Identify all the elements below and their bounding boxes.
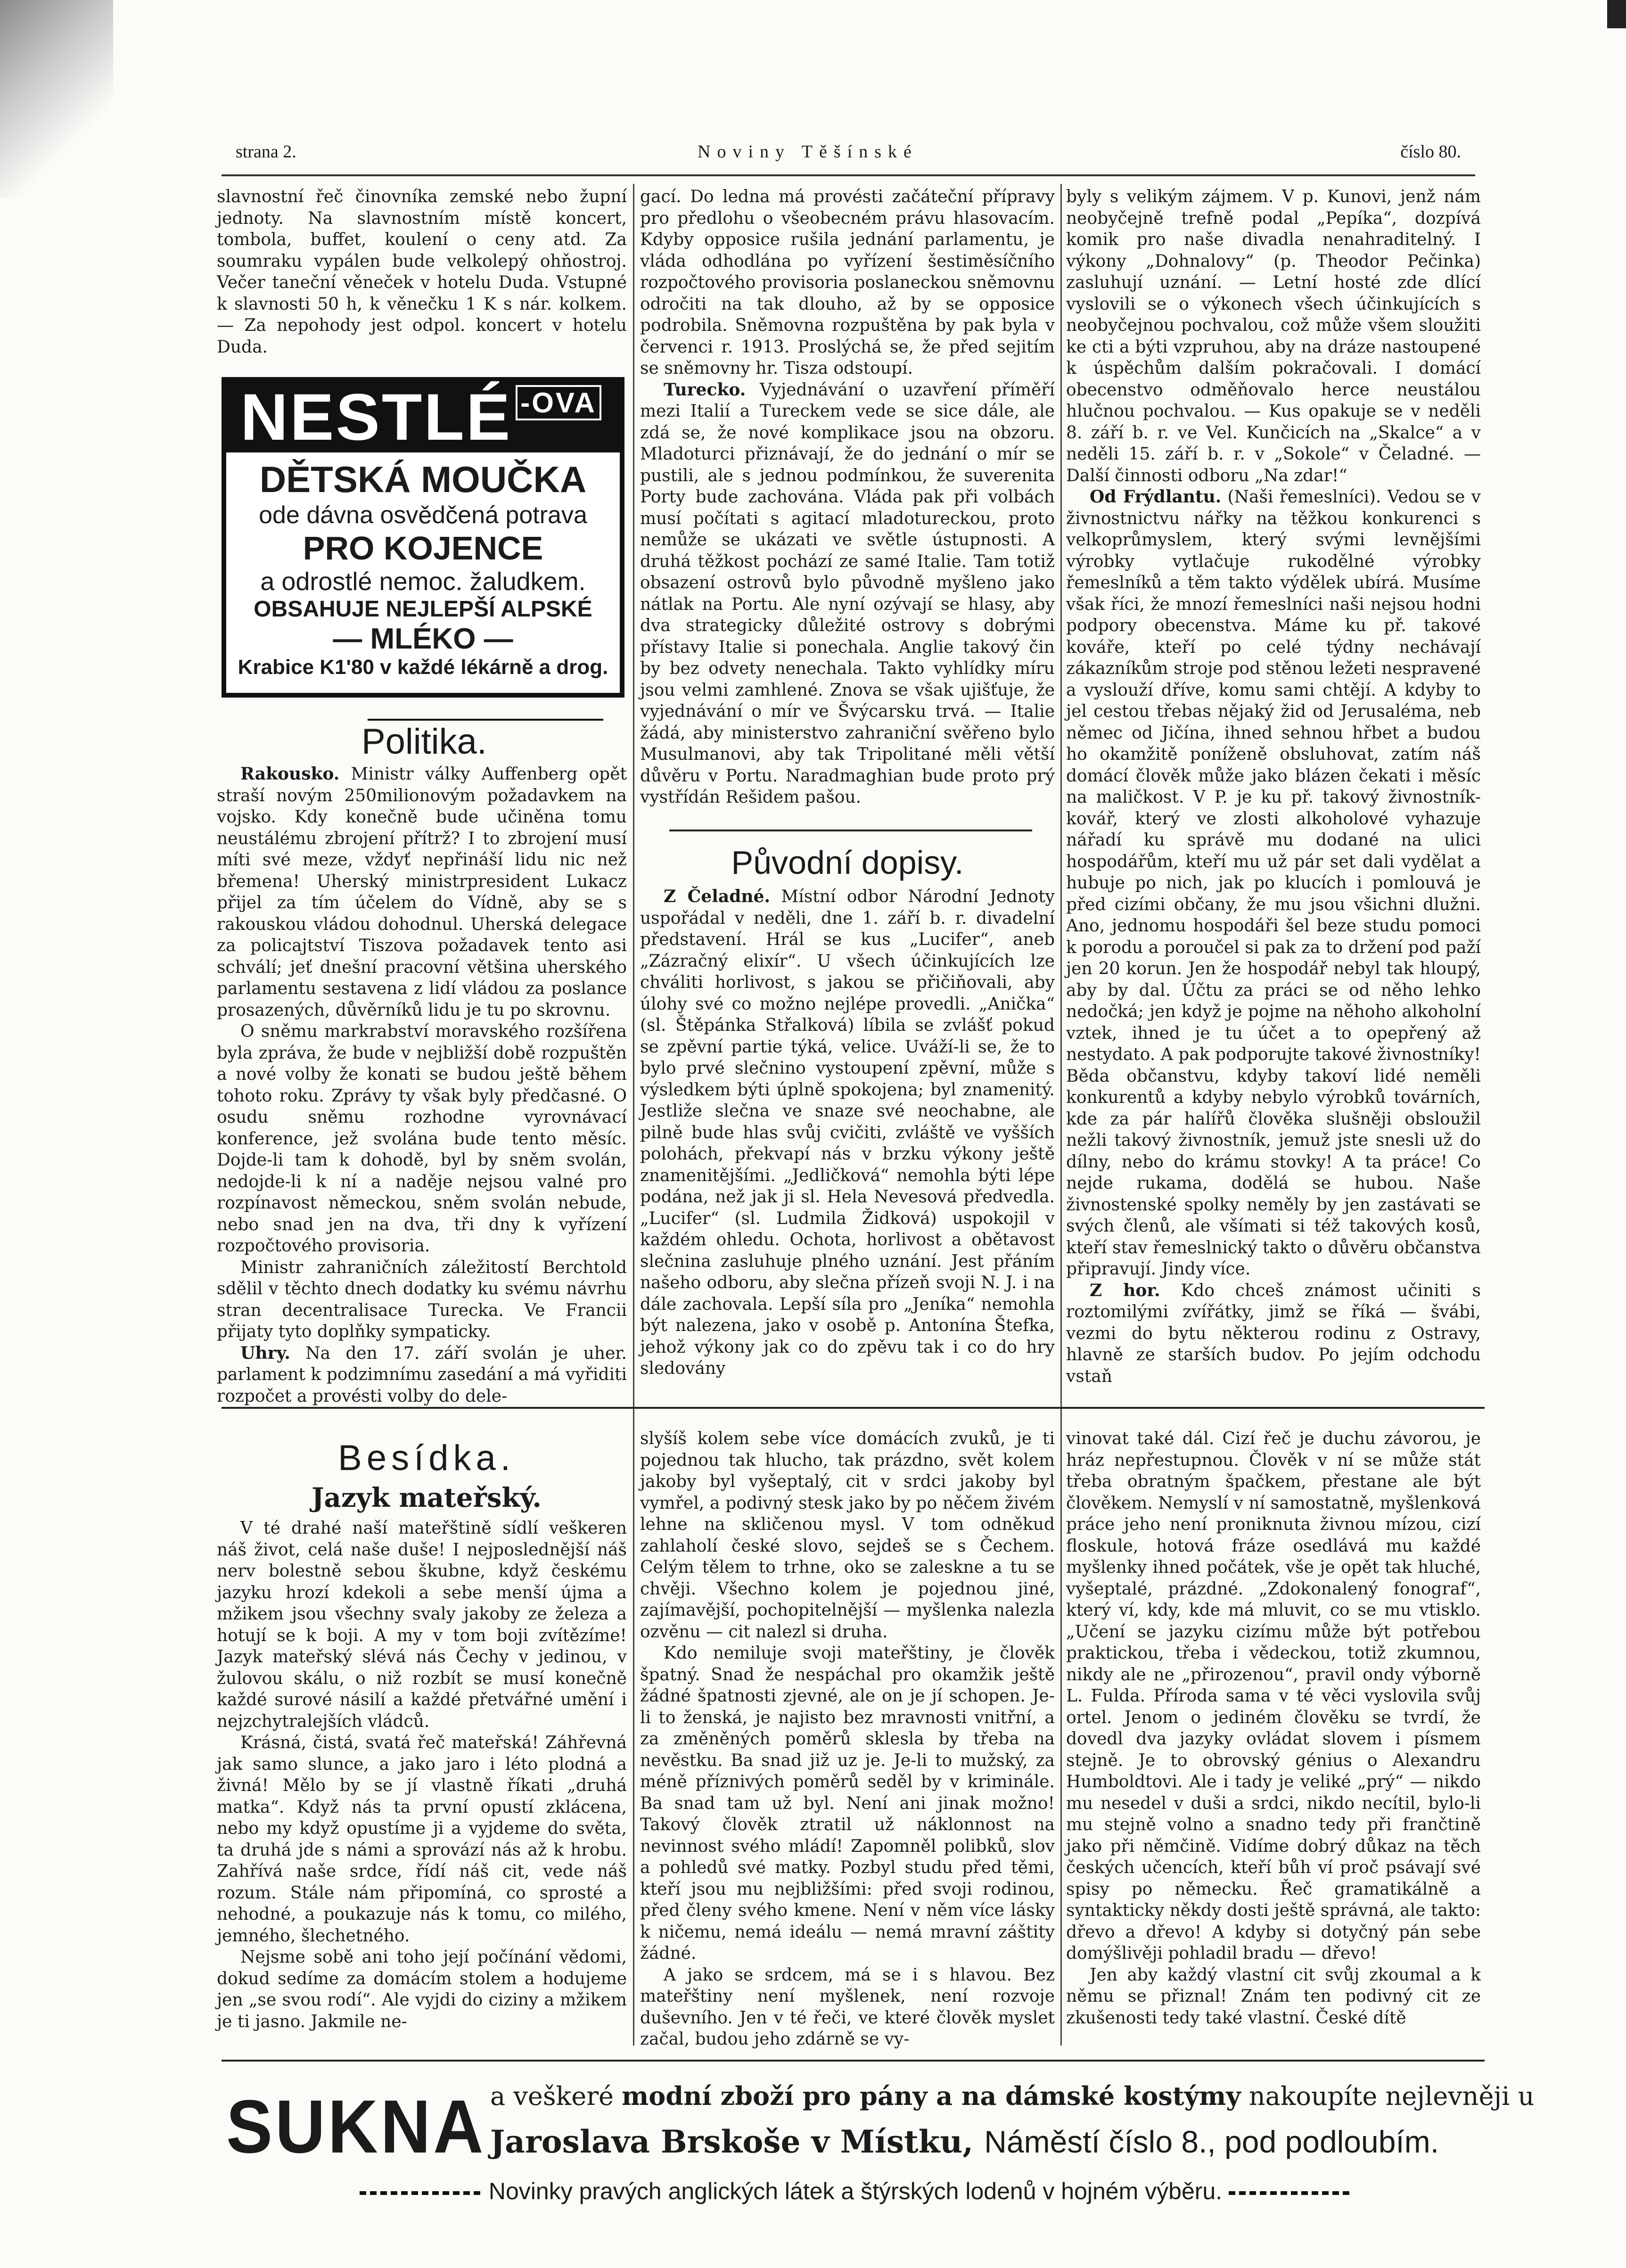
newspaper-title: Noviny Těšínské xyxy=(698,142,918,162)
scan-corner-mark xyxy=(1607,0,1626,28)
morava-text: O sněmu markrabství moravského rozšířena byla zpráva, že bude v nejbližší době rozpuštěn a nové volby že konati se budou ještě během tohoto roku. Zprávy ty však byly předčasné. O osudu sněmu rozhodne vyrovnávací konference, jež svolána bude tento měsíc. Dojde-li tam k dohodě, byl by sněm svolán, nedojde-li k ní a naděje nejsou valné pro rozpínavost německou, sněm svolán nebude, nebo snad jen na dva, tři dny k vyřízení rozpočtového provisoria. xyxy=(217,1022,627,1256)
turecko-text: Vyjednávání o uzavření příměří mezi Italií a Tureckem vede se sice dále, ale zdá se, že nové komplikace jsou na obzoru. Mladoturci přiznávají, že do jednání o mír se pustili, ale s jednou podmínkou, že suverenita Porty bude zachována. Vláda pak při volbách musí počítati s agitací mladotureckou, proto nemůže se ukázati ve světle ústupnosti. A druhá těžkost pochází ze samé Italie. Tam totiž obsazení ostrovů bylo původně myšleno jako nátlak na Portu. Ale nyní ozývají se hlasy, aby dva strategicky důležité ostrovy s dobrými přístavy Italie si ponechala. Anglie takový čin by bez odvety nenechala. Takto vyhlídky míru jsou velmi zamhlené. Znova se však ujišťuje, že vyjednávání o mír ve Švýcarsku trvá. — Italie žádá, aby ministerstvo zahraniční svěřeno bylo Musulmanovi, aby tak Tripolitané měli větší důvěru v Portu. Naradmaghian bude proto prý vystřídán Rešidem pašou. xyxy=(640,380,1055,807)
sukna-line-1 xyxy=(490,2081,1534,2111)
nestle-line-3: PRO KOJENCE xyxy=(303,530,543,567)
column-2-news xyxy=(640,186,1055,813)
besidka-rule xyxy=(222,1407,1485,1409)
besidka-subtitle: Jazyk mateřský. xyxy=(312,1482,542,1513)
besidka-col-1 xyxy=(217,1518,627,2046)
scan-edge-shadow xyxy=(0,0,113,198)
nestle-brand: NESTLÉ xyxy=(240,380,512,454)
celadna-article xyxy=(640,886,1055,1390)
besidka-paragraph: Nejsme sobě ani toho její počínání vědomi, dokud sedíme za domácím stolem a hodujeme jen „se svou rodí“. Ale vyjdi do ciziny a mžikem je ti jasno. Jakmile ne- xyxy=(217,1948,627,2031)
sukna-line-1-post: nakoupíte nejlevněji u xyxy=(1248,2081,1535,2111)
nestle-brand-band xyxy=(226,382,620,452)
column-3-news xyxy=(1066,186,1481,1393)
header-rule xyxy=(222,174,1475,176)
sukna-line-3-text: Novinky pravých anglických látek a štýrských lodenů v hojném výběru. xyxy=(488,2178,1223,2204)
politika-heading: Politika. xyxy=(361,722,487,762)
nestle-line-2: ode dávna osvědčená potrava xyxy=(259,501,587,529)
hor-lead: Z hor. xyxy=(1090,1280,1160,1300)
nestle-line-6: — MLÉKO — xyxy=(333,623,513,655)
berchtold-text: Ministr zahraničních záležitostí Berchtold sdělil v těchto dnech dodatky ku svému návrhu stran decentralisace Turecka. Ve Francii přijaty tyto doplňky sympaticky. xyxy=(217,1257,627,1341)
puvodni-rule xyxy=(669,830,1032,831)
intro-text: slavnostní řeč činovníka zemské nebo župní jednoty. Na slavnostním místě koncert, tombola, buffet, koulení o ceny atd. Za soumraku vypálen bude velkolepý ohňostroj. Večer taneční věneček v hotelu Duda. Vstupné k slavnosti 50 h, k věnečku 1 K s nár. kolkem. — Za nepohody jest odpol. koncert v hotelu Duda. xyxy=(217,187,627,357)
besidka-paragraph: V té drahé naší mateřštině sídlí veškeren náš život, celá naše duše! I nejposlednější náš nerv bolestně sebou škubne, když českému jazyku hrozí kdekoli a sebe menší újma a mžikem jsou všechny svaly jakoby ze železa a hotují se k boji. A my v tom boji zvítězíme! Jazyk mateřský slévá nás Čechy v jedinou, v žulovou skálu, o niž rozbít se musí konečně každé surové násilí a každé přetvářné umění i nejzchytralejších vládců. xyxy=(217,1519,627,1731)
sukna-advertisement xyxy=(222,2069,1535,2220)
article-intro xyxy=(217,186,627,370)
sukna-address: Náměstí číslo 8., pod podloubím. xyxy=(984,2124,1439,2159)
frydlant-lead: Od Frýdlantu. xyxy=(1090,487,1222,507)
besidka-paragraph: slyšíš kolem sebe více domácích zvuků, je ti pojednou tak hlucho, tak prázdno, svět kolem jakoby byl vyšeptalý, cit v srdci jakoby byl vymřel, a podivný stesk jako by po něčem živém lehne na skličenou mysl. V tom odněkud zahlaholí české slovo, sejdeš se s Čechem. Celým tělem to trhne, oko se zaleskne a tu se chvěji. Všechno kolem je pojednou jiné, zajímavější, pochopitelnější — myšlenka nalezla ozvěnu — cit nalezl si druha. xyxy=(640,1429,1055,1642)
hor-text: Kdo chceš známost učiniti s roztomilými zvířátky, jimž se říká — švábi, vezmi do bytu některou rodinu z Ostravy, hlavně ze starších budov. Po jejím odchodu vstaň xyxy=(1066,1281,1481,1386)
puvodni-heading: Původní dopisy. xyxy=(731,844,964,881)
besidka-col-2 xyxy=(640,1428,1055,2049)
frydlant-text: (Naši řemeslníci). Vedou se v živnostnictvu nářky na těžkou konkurenci s velkoprůmyslem, který svými levnějšími výrobky vytlačuje rukodělné výrobky řemeslníků a těm takto výdělek ubírá. Musíme však říci, že mnozí řemeslníci naši nejsou hodni podpory obecenstva. Máme ku př. takové kováře, kteří po celé týdny nechávají zákazníkům stroje pod stěnou ležeti nespravené a vyslouží dříve, komu sami chtějí. A kdyby to jel cestou třebas nějaký žid od Jerusaléma, neb němec od Jičína, ihned sehnou hřbet a budou ho okamžitě poníženě obsluhovat, zatím náš domácí člověk může jako blázen čekati i měsíc na maličkost. V P. je ku př. takový živnostník-kovář, který ve zlosti alkoholové vyhazuje nářadí ku správě mu dodané na ulici hospodářům, kteří mu už pár set dali vydělat a hubuje po nich, jak po klucích i pomlouvá je před cizími občany, že mu jsou všichni dlužni. Ano, jednomu hospodáři šel beze studu pomoci k porodu a poroučel si pak za to držení pod paží jen 20 korun. Jen že hospodář nebyl tak hloupý, aby by dal. Účtu za práci se od něho lehko nedočká; jen když je pojme na něhoho alkoholní vztek, ihned je tu účet a to opepřený až nestydato. A pak podporujte takové živnostníky! Běda občanstvu, kdyby takoví lidé neměli konkurentů a kdyby nebylo výrobků továrních, kde za pár halířů člověka slušněji obsloužil nežli takový živnostník, jemuž jste snesli už do dílny, nebo do krámu stovky! A ta práce! Co nejde rukama, dodělá se hubou. Naše živnostenské spolky neměly by jen zastávati se svých členů, ale všímati si též takových kosů, kteří stav řemeslnický takto o důvěru občanstva připravují. Jindy více. xyxy=(1066,487,1481,1279)
uhry-text: Na den 17. září svolán je uher. parlament k podzimnímu zasedání a má vyřiditi rozpočet a provésti volby do dele- xyxy=(217,1343,627,1406)
page-number: strana 2. xyxy=(236,142,296,162)
besidka-paragraph: Kdo nemiluje svoji mateřštiny, je člověk špatný. Snad že nespáchal pro okamžik ještě žádné špatnosti zjevné, ale on je jí schopen. Je-li to ženská, je najisto bez mravnosti vnitřní, a za změněných poměrů sklesla by třeba na nevěstku. Ba snad již uz je. Je-li to mužský, za méně příznivých poměrů seděl by v kriminále. Ba snad tam už byl. Není ani jinak možno! Takový člověk ztratil už náklonnost na nevinnost svého mládí! Zapomněl polibků, slov a pohledů své matky. Pozbyl studu před těmi, kteří jsou mu nejbližšími: před svoji rodinou, před členy svého kmene. Není v něm více lásky k ničemu, nemá ideálu — nemá mravní záštity žádné. xyxy=(640,1643,1055,1963)
besidka-heading xyxy=(222,1438,632,1479)
besidka-paragraph: A jako se srdcem, má se i s hlavou. Bez mateřštiny není myšlenek, není rozvoje duševního. Jen v té řeči, ve které člověk myslet začal, budou jeho zdárně se vy- xyxy=(640,1965,1055,2049)
besidka-col-3 xyxy=(1066,1428,1481,2046)
column-separator xyxy=(633,184,634,2046)
ad-rule xyxy=(222,2060,1485,2062)
nestle-advertisement xyxy=(222,377,624,698)
besidka-paragraph: vinovat také dál. Cizí řeč je duchu závorou, je hráz nepřestupnou. Člověk v ní se může stát třeba obratným špačkem, přestane ale být člověkem. Nemyslí v ní samostatně, myšlenková práce jeho není proniknuta živnou mízou, cizí floskule, hotová fráze osedlává mu každé myšlenky ihned počátek, vše je opět tak hluché, vyšeptalé, prázdné. „Zdokonalený fonograf“, který ví, kdy, kde má mluvit, co se mu vtisklo. „Učení se jazyku cizímu může být potřebou praktickou, třeba i vědeckou, totiž zkumnou, nikdy ale ne „přirozenou“, pravil ondy výborně L. Fulda. Příroda sama v té věci vyslovila svůj ortel. Jenom o jediném člověku se tvrdí, že dovedl dva jazyky ovládat slovem i písmem stejně. Je to obrovský génius o Alexandru Humboldtovi. Ale i tady je veliké „prý“ — nikdo mu nesedel v duši a srdci, nikdo necítil, bylo-li mu stejně volno a snadno tedy při frančtině jako při němčině. Vidíme dobrý důkaz na těch českých učencích, kteří bůh ví proč psávají své spisy po německu. Řeč gramatikálně a syntakticky někdy dosti ještě správná, ale takto: dřevo a dřevo! A kdyby si dotyčný pán sebe domýšlivěji pohladil bradu — dřevo! xyxy=(1066,1429,1481,1963)
celadna-text: Místní odbor Národní Jednoty uspořádal v neděli, dne 1. září b. r. divadelní představení. Hrál se kus „Lucifer“, aneb „Zázračný elixír“. U všech účinkujících lze chváliti horlivost, s jakou se přičiňovali, aby úlohy své co možno nejlépe provedli. „Anička“ (sl. Štěpánka Střalková) líbila se zvlášť pokud se zpěvní partie týká, velice. Uváží-li se, že to bylo prvé slečnino vystoupení zpěvní, může s výsledkem býti úplně spokojena; byl znamenitý. Jestliže slečna ve snaze své neochabne, ale pilně bude hlas svůj cvičiti, zvláště ve vyšších polohách, překvapí nás v brzku výkony ještě znamenitějšími. „Jedličková“ nemohla býti lépe podána, než jak ji sl. Hela Nevesová předvedla. „Lucifer“ (sl. Ludmila Židková) uspokojil v každém ohledu. Ochota, horlivost a obětavost slečnina zasluhuje plného uznání. Jest přáním našeho odboru, aby slečna přízeň svoji N. J. i na dále zachovala. Lepší síla pro „Jeníka“ nemohla být nalezena, jako v osobě p. Antonína Štefka, jehož výkony jak co do zpěvu tak i co do hry sledovány xyxy=(640,887,1055,1378)
politika-article xyxy=(217,764,627,1406)
besidka-paragraph: Krásná, čistá, svatá řeč mateřská! Záhřevná jak samo slunce, a jako jaro i léto plodná a živná! Mělo by se jí vlastně říkati „druhá matka“. Když nás ta první opustí zklácena, nebo my když opustíme ji a vyjdeme do světa, ta druhá jde s námi a sprovází nás až k hrobu. Zahřívá naše srdce, řídí náš cit, vede náš rozum. Stále nám připomíná, co sprosté a nehodné, a poukazuje nás k tomu, co milého, jemného, šlechetného. xyxy=(217,1733,627,1946)
decorative-dash xyxy=(360,2191,482,2195)
vienna-text: gací. Do ledna má provésti začáteční přípravy pro předlohu o všeobecném právu hlasovacím. Kdyby opposice rušila jednání parlamentu, je vláda odhodlána po vyřízení šestiměsíčního rozpočtového provisoria poslaneckou sněmovnu odročiti na tak dlouho, až by se opposice podrobila. Sněmovna rozpuštěna by pak byla v červenci r. 1913. Proslýchá se, že před sejitím se sněmovny hr. Tisza odstoupí. xyxy=(640,187,1055,378)
kuna-text: byly s velikým zájmem. V p. Kunovi, jenž nám neobyčejně trefně podal „Pepíka“, dozpívá komik pro naše divadla nenahraditelný. I výkony „Dohnalovy“ (p. Theodor Pečinka) zasluhují uznání. — Letní hosté zde dlící vyslovili se o výkonech všech účinkujících s neobyčejnou pochvalou, což může všem sloužiti ke cti a býti vzpruhou, aby na dráze nastoupené k úspěchům dalším pokračovali. I domácí obecenstvo odměňovalo herce neustálou hlučnou pochvalou. — Kus opakuje se v neděli 8. září b. r. ve Vel. Kunčicích na „Skalce“ a v neděli 15. září b. r. v „Sokole“ v Čeladné. — Další činnosti odboru „Na zdar!“ xyxy=(1066,187,1481,485)
turecko-lead: Turecko. xyxy=(664,379,746,400)
celadna-lead: Z Čeladné. xyxy=(664,887,771,906)
page-header xyxy=(236,141,1461,170)
sukna-heading: SUKNA xyxy=(226,2084,486,2169)
sukna-line-2 xyxy=(490,2123,1439,2160)
besidka-title: Besídka. xyxy=(338,1438,515,1478)
issue-number: číslo 80. xyxy=(1400,142,1461,162)
uhry-lead: Uhry. xyxy=(240,1343,290,1363)
nestle-brand-suffix: -OVA xyxy=(516,385,601,420)
decorative-dash xyxy=(1229,2191,1351,2195)
sukna-line-3 xyxy=(222,2178,1489,2205)
nestle-line-7: Krabice K1'80 v každé lékárně a drog. xyxy=(238,656,608,679)
nestle-line-4: a odrostlé nemoc. žaludkem. xyxy=(260,567,586,596)
politika-rule xyxy=(368,719,603,721)
besidka-paragraph: Jen aby každý vlastní cit svůj zkoumal a k němu se přiznal! Znám ten podivný cit ze zkušenosti tedy také vlastní. České dítě xyxy=(1066,1965,1481,2028)
column-separator xyxy=(1060,184,1062,2046)
sukna-line-1-pre: a veškeré xyxy=(490,2081,614,2111)
sukna-line-1-bold: modní zboží pro pány a na dámské kostýmy xyxy=(622,2081,1241,2111)
rakousko-lead: Rakousko. xyxy=(240,764,340,784)
rakousko-text: Ministr války Auffenberg opět straší novým 250milionovým požadavkem na vojsko. Kdy konečně bude učiněna tomu neustálému zbrojení přítrž? I to zbrojení musí míti své meze, vždyť nepřináší lidu nic než břemena! Uherský ministrpresident Lukacz přijel za tím účelem do Vídně, aby se s rakouskou vládou dohodnul. Uherská delegace za policajtství Tiszova požadavek tento asi schválí; jeť dnešní pracovní většina uherského parlamentu sestavena z lidí vládou za poslance prosazených, důvěrníků lidu je tu po skrovnu. xyxy=(217,764,627,1020)
sukna-merchant-name: Jaroslava Brskoše v Místku, xyxy=(490,2123,974,2160)
nestle-line-1: DĚTSKÁ MOUČKA xyxy=(259,459,587,500)
nestle-line-5: OBSAHUJE NEJLEPŠÍ ALPSKÉ xyxy=(254,597,592,622)
